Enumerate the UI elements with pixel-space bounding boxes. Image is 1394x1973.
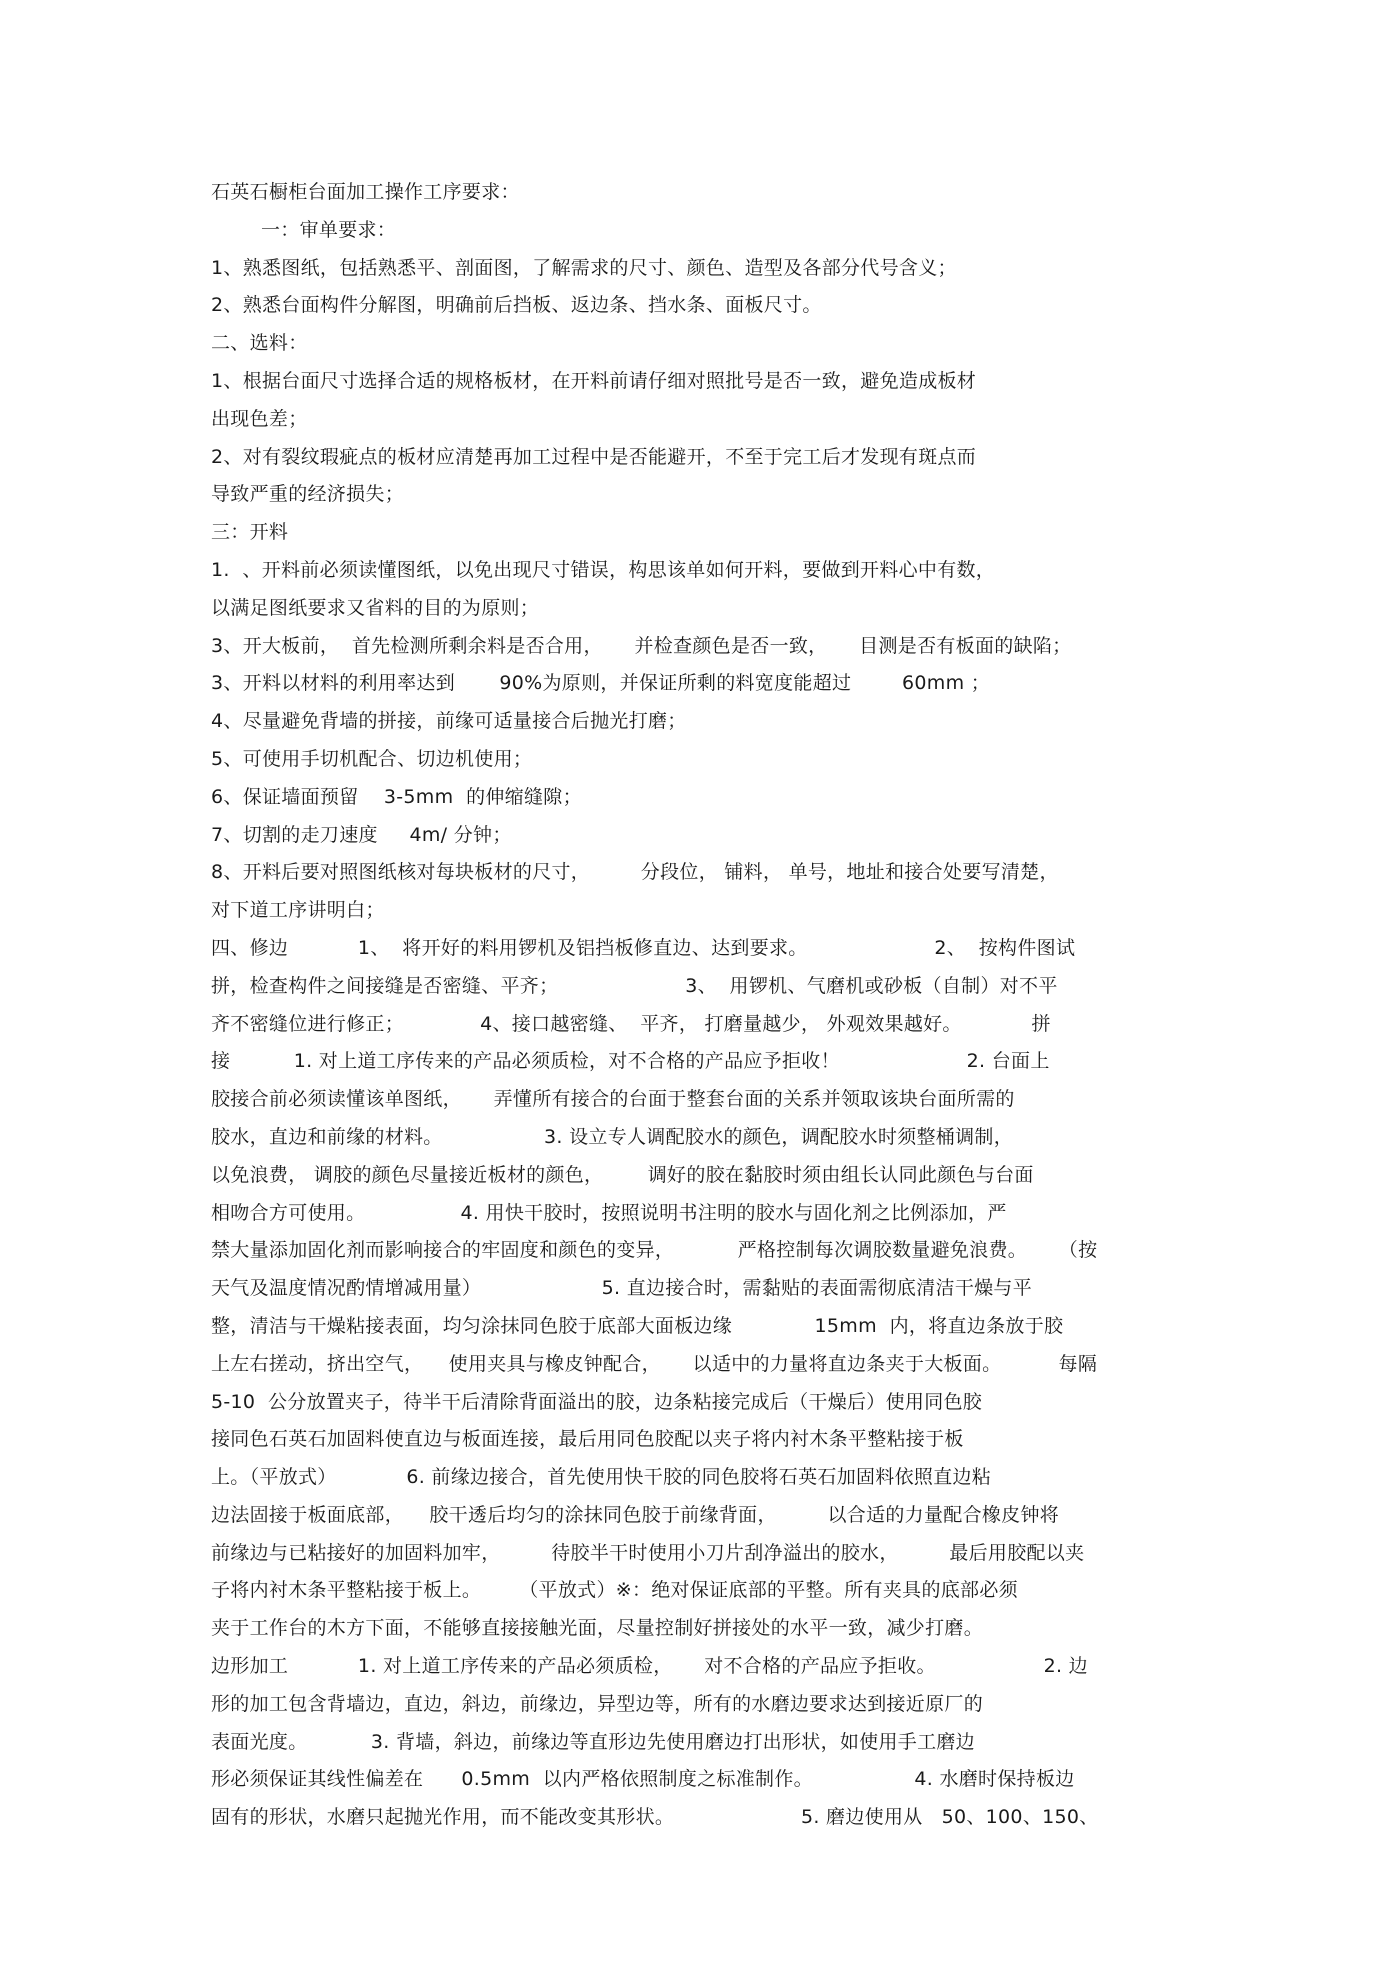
text-line: 5、可使用手切机配合、切边机使用； [211, 747, 533, 770]
text-line: 相吻合方可使用。 4. 用快干胶时，按照说明书注明的胶水与固化剂之比例添加，严 [211, 1201, 1007, 1224]
text-line: 子将内衬木条平整粘接于板上。 （平放式）※：绝对保证底部的平整。所有夹具的底部必须 [211, 1579, 1018, 1602]
text-line: 夹于工作台的木方下面，不能够直接接触光面，尽量控制好拼接处的水平一致，减少打磨。 [211, 1617, 984, 1640]
text-line: 前缘边与已粘接好的加固料加牢， 待胶半干时使用小刀片刮净溢出的胶水， 最后用胶配以夹 [211, 1541, 1085, 1564]
text-line: 对下道工序讲明白； [211, 899, 385, 922]
text-line: 3、开料以材料的利用率达到 90%为原则，并保证所剩的料宽度能超过 60mm ； [211, 672, 991, 695]
section-heading: 一：审单要求： [261, 218, 397, 241]
text-line: 接 1. 对上道工序传来的产品必须质检，对不合格的产品应予拒收！ 2. 台面上 [211, 1050, 1050, 1073]
text-line: 表面光度。 3. 背墙，斜边，前缘边等直形边先使用磨边打出形状，如使用手工磨边 [211, 1730, 975, 1753]
text-line: 5-10 公分放置夹子，待半干后清除背面溢出的胶，边条粘接完成后（干燥后）使用同色胶 [211, 1390, 983, 1413]
document-title: 石英石橱柜台面加工操作工序要求： [211, 181, 520, 203]
text-line: 上。（平放式） 6. 前缘边接合，首先使用快干胶的同色胶将石英石加固料依照直边粘 [211, 1466, 992, 1489]
text-line: 边法固接于板面底部， 胶干透后均匀的涂抹同色胶于前缘背面， 以合适的力量配合橡皮钟将 [211, 1503, 1060, 1526]
text-line: 上左右搓动，挤出空气， 使用夹具与橡皮钟配合， 以适中的力量将直边条夹于大板面。 每隔 [211, 1352, 1098, 1375]
text-line: 齐不密缝位进行修正； 4、接口越密缝、 平齐， 打磨量越少， 外观效果越好。 拼 [211, 1012, 1051, 1035]
text-line: 8、开料后要对照图纸核对每块板材的尺寸， 分段位， 铺料， 单号，地址和接合处要写清楚， [211, 861, 1059, 884]
text-line: 导致严重的经济损失； [211, 483, 405, 506]
text-line: 2、对有裂纹瑕疵点的板材应清楚再加工过程中是否能避开，不至于完工后才发现有斑点而 [211, 445, 977, 468]
section-heading: 三：开料 [211, 521, 289, 544]
text-line: 天气及温度情况酌情增减用量） 5. 直边接合时，需黏贴的表面需彻底清洁干燥与平 [211, 1277, 1033, 1300]
document-body [211, 174, 1191, 1837]
text-line: 7、切割的走刀速度 4m/ 分钟； [211, 823, 512, 846]
text-line: 以满足图纸要求又省料的目的为原则； [211, 596, 540, 619]
section-heading: 二、选料： [211, 332, 308, 355]
text-line: 胶水，直边和前缘的材料。 3. 设立专人调配胶水的颜色，调配胶水时须整桶调制， [211, 1125, 1014, 1148]
text-line: 出现色差； [211, 407, 308, 430]
text-line: 4、尽量避免背墙的拼接，前缘可适量接合后抛光打磨； [211, 710, 687, 733]
text-line: 四、修边 1、 将开好的料用锣机及铝挡板修直边、达到要求。 2、 按构件图试 [211, 936, 1076, 959]
text-line: 边形加工 1. 对上道工序传来的产品必须质检， 对不合格的产品应予拒收。 2. 边 [211, 1655, 1088, 1678]
text-line: 以免浪费， 调胶的颜色尽量接近板材的颜色， 调好的胶在黏胶时须由组长认同此颜色与台面 [211, 1163, 1034, 1186]
text-line: 2、熟悉台面构件分解图，明确前后挡板、返边条、挡水条、面板尺寸。 [211, 294, 822, 317]
text-line: 整，清洁与干燥粘接表面，均匀涂抹同色胶于底部大面板边缘 15mm 内，将直边条放于胶 [211, 1314, 1064, 1337]
text-line: 1、根据台面尺寸选择合适的规格板材，在开料前请仔细对照批号是否一致，避免造成板材 [211, 369, 977, 392]
text-line: 胶接合前必须读懂该单图纸， 弄懂所有接合的台面于整套台面的关系并领取该块台面所需的 [211, 1088, 1015, 1111]
text-line: 1. 、开料前必须读懂图纸，以免出现尺寸错误，构思该单如何开料，要做到开料心中有数， [211, 558, 996, 581]
text-line: 3、开大板前， 首先检测所剩余料是否合用， 并检查颜色是否一致， 目测是否有板面的缺陷； [211, 634, 1072, 657]
text-line: 拼，检查构件之间接缝是否密缝、平齐； 3、 用锣机、气磨机或砂板（自制）对不平 [211, 974, 1058, 997]
text-line: 固有的形状，水磨只起抛光作用，而不能改变其形状。 5. 磨边使用从 50、100、150、 [211, 1806, 1099, 1829]
text-line: 形必须保证其线性偏差在 0.5mm 以内严格依照制度之标准制作。 4. 水磨时保持板边 [211, 1768, 1075, 1791]
text-line: 形的加工包含背墙边，直边，斜边，前缘边，异型边等，所有的水磨边要求达到接近原厂的 [211, 1692, 984, 1715]
text-line: 禁大量添加固化剂而影响接合的牢固度和颜色的变异， 严格控制每次调胶数量避免浪费。 （按 [211, 1239, 1098, 1262]
text-line: 1、熟悉图纸，包括熟悉平、剖面图，了解需求的尺寸、颜色、造型及各部分代号含义； [211, 256, 957, 279]
text-line: 接同色石英石加固料使直边与板面连接，最后用同色胶配以夹子将内衬木条平整粘接于板 [211, 1428, 964, 1451]
text-line: 6、保证墙面预留 3-5mm 的伸缩缝隙； [211, 785, 582, 808]
